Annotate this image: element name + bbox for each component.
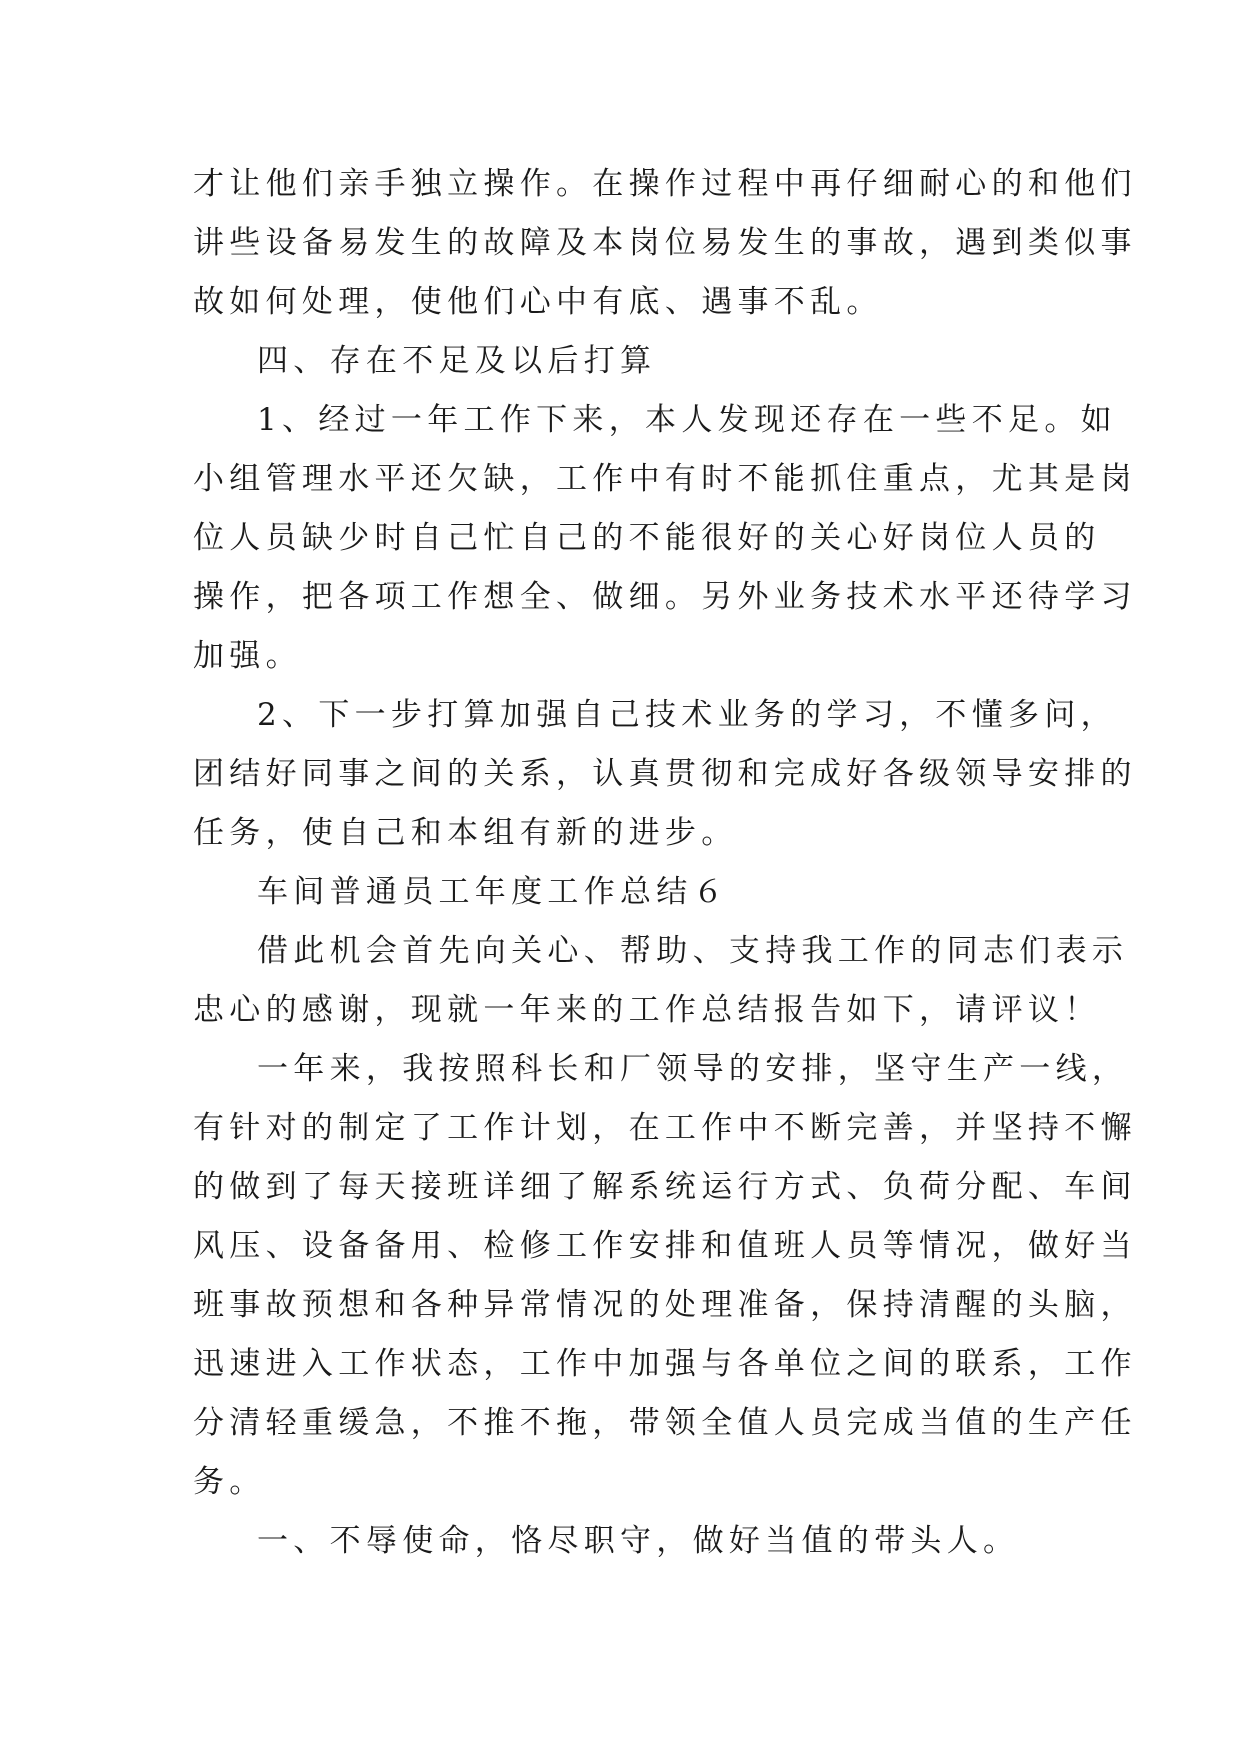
- section-heading: 四、存在不足及以后打算: [257, 343, 657, 379]
- paragraph-line: 位人员缺少时自己忙自己的不能很好的关心好岗位人员的: [193, 520, 1101, 556]
- paragraph-line: 务。: [193, 1464, 266, 1500]
- paragraph-line: 分清轻重缓急，不推不拖，带领全值人员完成当值的生产任: [193, 1405, 1137, 1441]
- paragraph-line: 团结好同事之间的关系，认真贯彻和完成好各级领导安排的: [193, 756, 1137, 792]
- paragraph-line: 1、经过一年工作下来，本人发现还存在一些不足。如: [257, 402, 1117, 438]
- paragraph-line: 任务，使自己和本组有新的进步。: [193, 815, 738, 851]
- paragraph-line: 借此机会首先向关心、帮助、支持我工作的同志们表示: [257, 933, 1129, 969]
- paragraph-line: 有针对的制定了工作计划，在工作中不断完善，并坚持不懈: [193, 1110, 1137, 1146]
- paragraph-line: 班事故预想和各种异常情况的处理准备，保持清醒的头脑，: [193, 1287, 1137, 1323]
- paragraph-line: 的做到了每天接班详细了解系统运行方式、负荷分配、车间: [193, 1169, 1137, 1205]
- paragraph-line: 小组管理水平还欠缺，工作中有时不能抓住重点，尤其是岗: [193, 461, 1137, 497]
- paragraph-line: 一年来，我按照科长和厂领导的安排，坚守生产一线，: [257, 1051, 1129, 1087]
- document-title: 车间普通员工年度工作总结６: [257, 874, 729, 910]
- paragraph-line: 风压、设备备用、检修工作安排和值班人员等情况，做好当: [193, 1228, 1137, 1264]
- paragraph-line: 才让他们亲手独立操作。在操作过程中再仔细耐心的和他们: [193, 166, 1137, 202]
- section-heading: 一、不辱使命，恪尽职守，做好当值的带头人。: [257, 1523, 1020, 1559]
- paragraph-line: 忠心的感谢，现就一年来的工作总结报告如下，请评议！: [193, 992, 1101, 1028]
- paragraph-line: 2、下一步打算加强自己技术业务的学习，不懂多问，: [257, 697, 1117, 733]
- paragraph-line: 操作，把各项工作想全、做细。另外业务技术水平还待学习: [193, 579, 1137, 615]
- document-page: [193, 155, 1137, 1571]
- paragraph-line: 讲些设备易发生的故障及本岗位易发生的事故，遇到类似事: [193, 225, 1137, 261]
- paragraph-line: 故如何处理，使他们心中有底、遇事不乱。: [193, 284, 883, 320]
- paragraph-line: 加强。: [193, 638, 302, 674]
- paragraph-line: 迅速进入工作状态，工作中加强与各单位之间的联系，工作: [193, 1346, 1137, 1382]
